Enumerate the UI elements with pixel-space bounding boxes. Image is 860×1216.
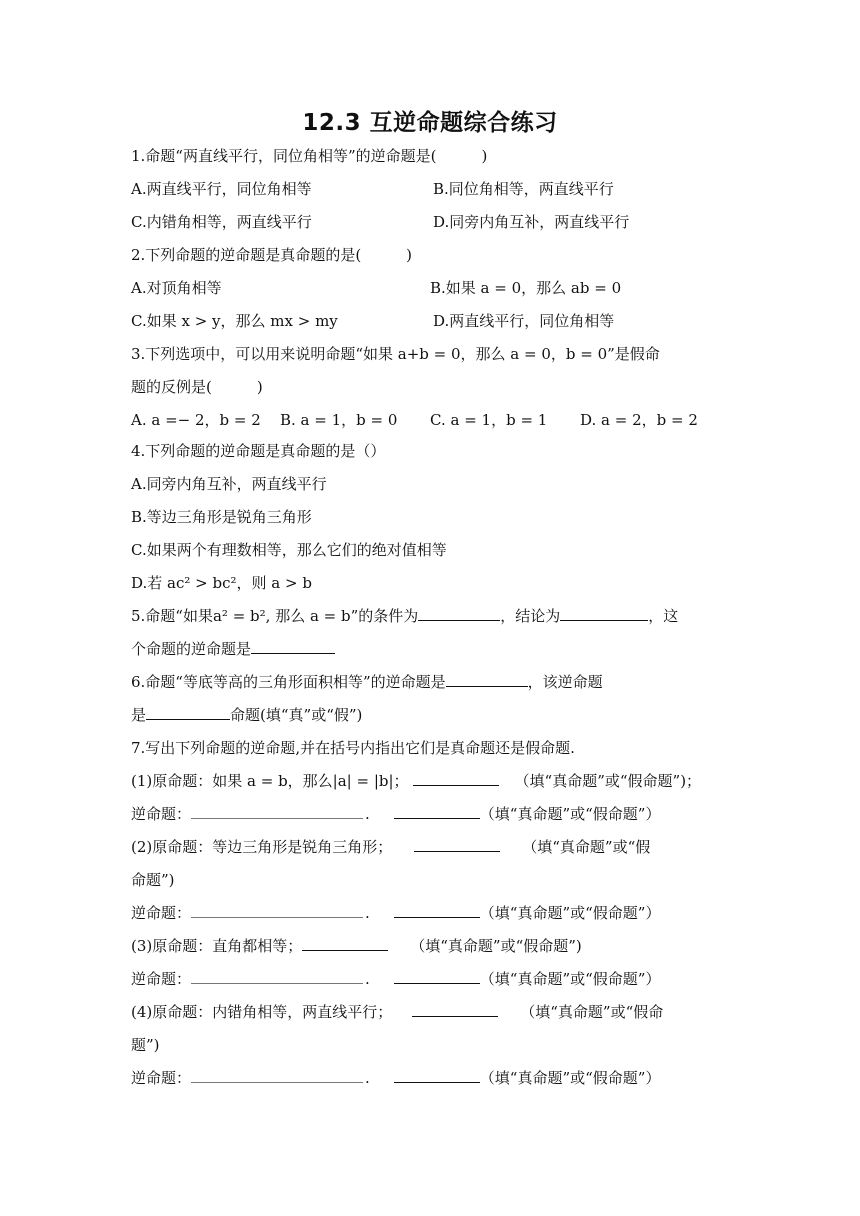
q5-text-condition: 5.命题“如果a² = b², 那么 a = b”的条件为	[131, 607, 419, 625]
q7-part2-inverse-label: 逆命题：	[131, 904, 192, 922]
q1-stem: 1.命题“两直线平行，同位角相等”的逆命题是( )	[131, 147, 488, 165]
q7-part4-inverse-hint: （填“真命题”或“假命题”）	[479, 1069, 661, 1087]
q7-part4-inverse-truth-blank[interactable]	[394, 1068, 480, 1083]
q7-part3-inverse-hint: （填“真命题”或“假命题”）	[479, 970, 661, 988]
q7-part3-original	[131, 936, 582, 956]
q7-part3-hint: （填“真命题”或“假命题”)	[410, 937, 582, 955]
q7-part2-original-blank[interactable]	[414, 837, 500, 852]
q5-text-this: ，这	[648, 607, 679, 625]
q7-part3-inverse	[131, 969, 660, 989]
q6-text-this-inverse: ，该逆命题	[527, 673, 603, 691]
q1-option-b: B.同位角相等，两直线平行	[433, 180, 614, 198]
q7-part2-original	[131, 837, 650, 857]
q1-option-a: A.两直线平行，同位角相等	[131, 180, 312, 198]
q6-inverse-blank[interactable]	[446, 672, 528, 687]
q1-option-c: C.内错角相等，两直线平行	[131, 213, 312, 231]
q2-option-a: A.对顶角相等	[131, 279, 222, 297]
q7-part4-original	[131, 1002, 663, 1022]
q7-part2-text: (2)原命题：等边三角形是锐角三角形；	[131, 838, 393, 856]
q7-part1-text: (1)原命题：如果 a = b，那么|a| = |b|；	[131, 772, 409, 790]
q3-option-c: C. a = 1，b = 1	[430, 411, 548, 429]
q1-option-d: D.同旁内角互补，两直线平行	[433, 213, 630, 231]
q5-condition-blank[interactable]	[418, 606, 500, 621]
q6-truth-blank[interactable]	[146, 705, 230, 720]
q7-part2-period: .	[365, 904, 370, 922]
q7-part4-hint-cont: 题”)	[131, 1036, 160, 1054]
q7-part4-period: .	[365, 1069, 370, 1087]
q7-part4-inverse	[131, 1068, 660, 1088]
q5-conclusion-blank[interactable]	[560, 606, 648, 621]
q5-line1	[131, 606, 678, 626]
page-title: 12.3 互逆命题综合练习	[302, 110, 558, 136]
q3-option-b: B. a = 1，b = 0	[280, 411, 398, 429]
q7-part2-inverse-truth-blank[interactable]	[394, 903, 480, 918]
q4-option-c: C.如果两个有理数相等，那么它们的绝对值相等	[131, 541, 447, 559]
q6-text-fill: 命题(填“真”或“假”)	[230, 706, 363, 724]
q7-part3-original-blank[interactable]	[302, 936, 388, 951]
q5-text-conclusion: ，结论为	[500, 607, 561, 625]
q7-part2-inverse-hint: （填“真命题”或“假命题”）	[479, 904, 661, 922]
q5-text-inverse: 个命题的逆命题是	[131, 640, 252, 658]
q3-option-a: A. a =− 2，b = 2	[131, 411, 261, 429]
q7-part3-inverse-truth-blank[interactable]	[394, 969, 480, 984]
q7-part1-inverse-blank[interactable]	[191, 804, 363, 819]
q2-stem: 2.下列命题的逆命题是真命题的是( )	[131, 246, 413, 264]
q7-part3-inverse-blank[interactable]	[191, 969, 363, 984]
q7-part2-hint: （填“真命题”或“假	[522, 838, 651, 856]
q7-part1-original-blank[interactable]	[413, 771, 499, 786]
q4-option-d: D.若 ac² > bc²，则 a > b	[131, 574, 312, 592]
q7-part3-inverse-label: 逆命题：	[131, 970, 192, 988]
q7-part3-period: .	[365, 970, 370, 988]
q7-part1-inverse	[131, 804, 660, 824]
q7-part2-inverse-blank[interactable]	[191, 903, 363, 918]
q7-part2-hint-cont: 命题”)	[131, 871, 175, 889]
q4-option-a: A.同旁内角互补，两直线平行	[131, 475, 327, 493]
q5-inverse-blank[interactable]	[251, 639, 335, 654]
q7-part3-text: (3)原命题：直角都相等；	[131, 937, 303, 955]
q4-option-b: B.等边三角形是锐角三角形	[131, 508, 312, 526]
q7-part4-text: (4)原命题：内错角相等，两直线平行；	[131, 1003, 393, 1021]
q7-part1-period: .	[365, 805, 370, 823]
q7-part4-hint: （填“真命题”或“假命	[520, 1003, 664, 1021]
q3-stem-line2: 题的反例是( )	[131, 378, 263, 396]
q7-part4-original-blank[interactable]	[412, 1002, 498, 1017]
q6-text-stem: 6.命题“等底等高的三角形面积相等”的逆命题是	[131, 673, 446, 691]
q2-option-b: B.如果 a = 0，那么 ab = 0	[430, 279, 622, 297]
q3-option-d: D. a = 2，b = 2	[580, 411, 698, 429]
q7-part4-inverse-label: 逆命题：	[131, 1069, 192, 1087]
q3-stem-line1: 3.下列选项中，可以用来说明命题“如果 a+b = 0，那么 a = 0，b = 0”是假命	[131, 345, 660, 363]
q7-part1-hint: （填“真命题”或“假命题”)；	[514, 772, 702, 790]
q6-text-is: 是	[131, 706, 147, 724]
q7-part1-inverse-truth-blank[interactable]	[394, 804, 480, 819]
q7-stem: 7.写出下列命题的逆命题,并在括号内指出它们是真命题还是假命题.	[131, 739, 575, 757]
q2-option-d: D.两直线平行，同位角相等	[433, 312, 615, 330]
q6-line2	[131, 705, 362, 725]
q7-part1-inverse-hint: （填“真命题”或“假命题”）	[479, 805, 661, 823]
q7-part1-original	[131, 771, 701, 791]
q2-option-c: C.如果 x > y，那么 mx > my	[131, 312, 338, 330]
q6-line1	[131, 672, 603, 692]
q5-line2	[131, 639, 335, 659]
q7-part2-inverse	[131, 903, 660, 923]
q4-stem: 4.下列命题的逆命题是真命题的是（）	[131, 442, 386, 460]
q7-part4-inverse-blank[interactable]	[191, 1068, 363, 1083]
q7-part1-inverse-label: 逆命题：	[131, 805, 192, 823]
